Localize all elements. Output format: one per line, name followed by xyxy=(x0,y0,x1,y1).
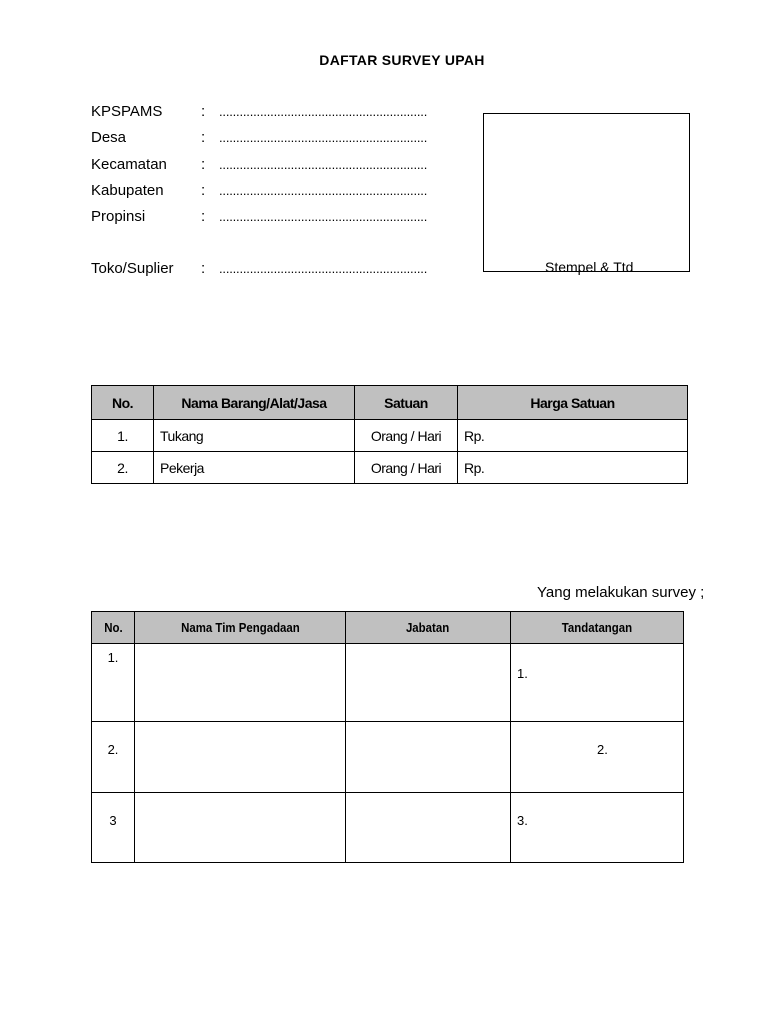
price-table xyxy=(91,385,688,484)
cell-team-name xyxy=(135,793,346,863)
field-dotted-line: ............................................................. xyxy=(219,209,428,224)
table-row xyxy=(92,793,684,863)
field-label: Kecamatan xyxy=(91,156,167,173)
cell-no: 2. xyxy=(92,452,154,484)
cell-unit-price: Rp. xyxy=(458,420,688,452)
cell-position xyxy=(346,793,511,863)
field-dotted-line: ............................................................. xyxy=(219,130,428,145)
field-colon: : xyxy=(201,129,206,146)
field-label: Toko/Suplier xyxy=(91,260,174,277)
cell-unit-price: Rp. xyxy=(458,452,688,484)
header-item-name: Nama Barang/Alat/Jasa xyxy=(154,386,355,420)
field-dotted-line: ............................................................. xyxy=(219,157,428,172)
field-colon: : xyxy=(201,103,206,120)
field-label: Desa xyxy=(91,129,127,146)
field-label: Kabupaten xyxy=(91,182,164,199)
header-position xyxy=(346,612,511,644)
field-colon: : xyxy=(201,156,206,173)
cell-item-name: Tukang xyxy=(154,420,355,452)
field-colon: : xyxy=(201,260,206,277)
cell-item-name: Pekerja xyxy=(154,452,355,484)
field-dotted-line: ............................................................. xyxy=(219,104,428,119)
header-no: No. xyxy=(92,386,154,420)
table-row xyxy=(92,644,684,722)
header-position-text: Jabatan xyxy=(406,620,450,635)
cell-team-name xyxy=(135,644,346,722)
cell-signature: 2. xyxy=(511,722,684,793)
header-team-name-text: Nama Tim Pengadaan xyxy=(180,620,300,635)
header-no-text: No. xyxy=(103,620,123,635)
cell-no: 2. xyxy=(92,722,135,793)
cell-unit: Orang / Hari xyxy=(355,452,458,484)
field-colon: : xyxy=(201,182,206,199)
table-header-row xyxy=(92,386,688,420)
header-signature-text: Tandatangan xyxy=(561,620,633,635)
header-team-name xyxy=(135,612,346,644)
cell-team-name xyxy=(135,722,346,793)
table-row xyxy=(92,452,688,484)
cell-no: 3 xyxy=(92,793,135,863)
cell-no: 1. xyxy=(92,420,154,452)
field-dotted-line: ............................................................. xyxy=(219,183,428,198)
team-table xyxy=(91,611,684,863)
cell-signature: 3. xyxy=(511,793,684,863)
cell-signature: 1. xyxy=(511,644,684,722)
surveyor-label: Yang melakukan survey ; xyxy=(537,584,705,601)
cell-position xyxy=(346,644,511,722)
table-header-row xyxy=(92,612,684,644)
field-label: KPSPAMS xyxy=(91,103,163,120)
field-label: Propinsi xyxy=(91,208,146,225)
stamp-signature-box xyxy=(483,113,690,272)
document-title: DAFTAR SURVEY UPAH xyxy=(319,52,485,68)
table-row xyxy=(92,722,684,793)
header-signature xyxy=(511,612,684,644)
cell-position xyxy=(346,722,511,793)
header-unit-price: Harga Satuan xyxy=(458,386,688,420)
field-dotted-line: ............................................................. xyxy=(219,261,428,276)
cell-unit: Orang / Hari xyxy=(355,420,458,452)
field-colon: : xyxy=(201,208,206,225)
header-no xyxy=(92,612,135,644)
header-unit: Satuan xyxy=(355,386,458,420)
cell-no: 1. xyxy=(92,644,135,722)
stamp-label: Stempel & Ttd xyxy=(545,259,634,275)
table-row xyxy=(92,420,688,452)
